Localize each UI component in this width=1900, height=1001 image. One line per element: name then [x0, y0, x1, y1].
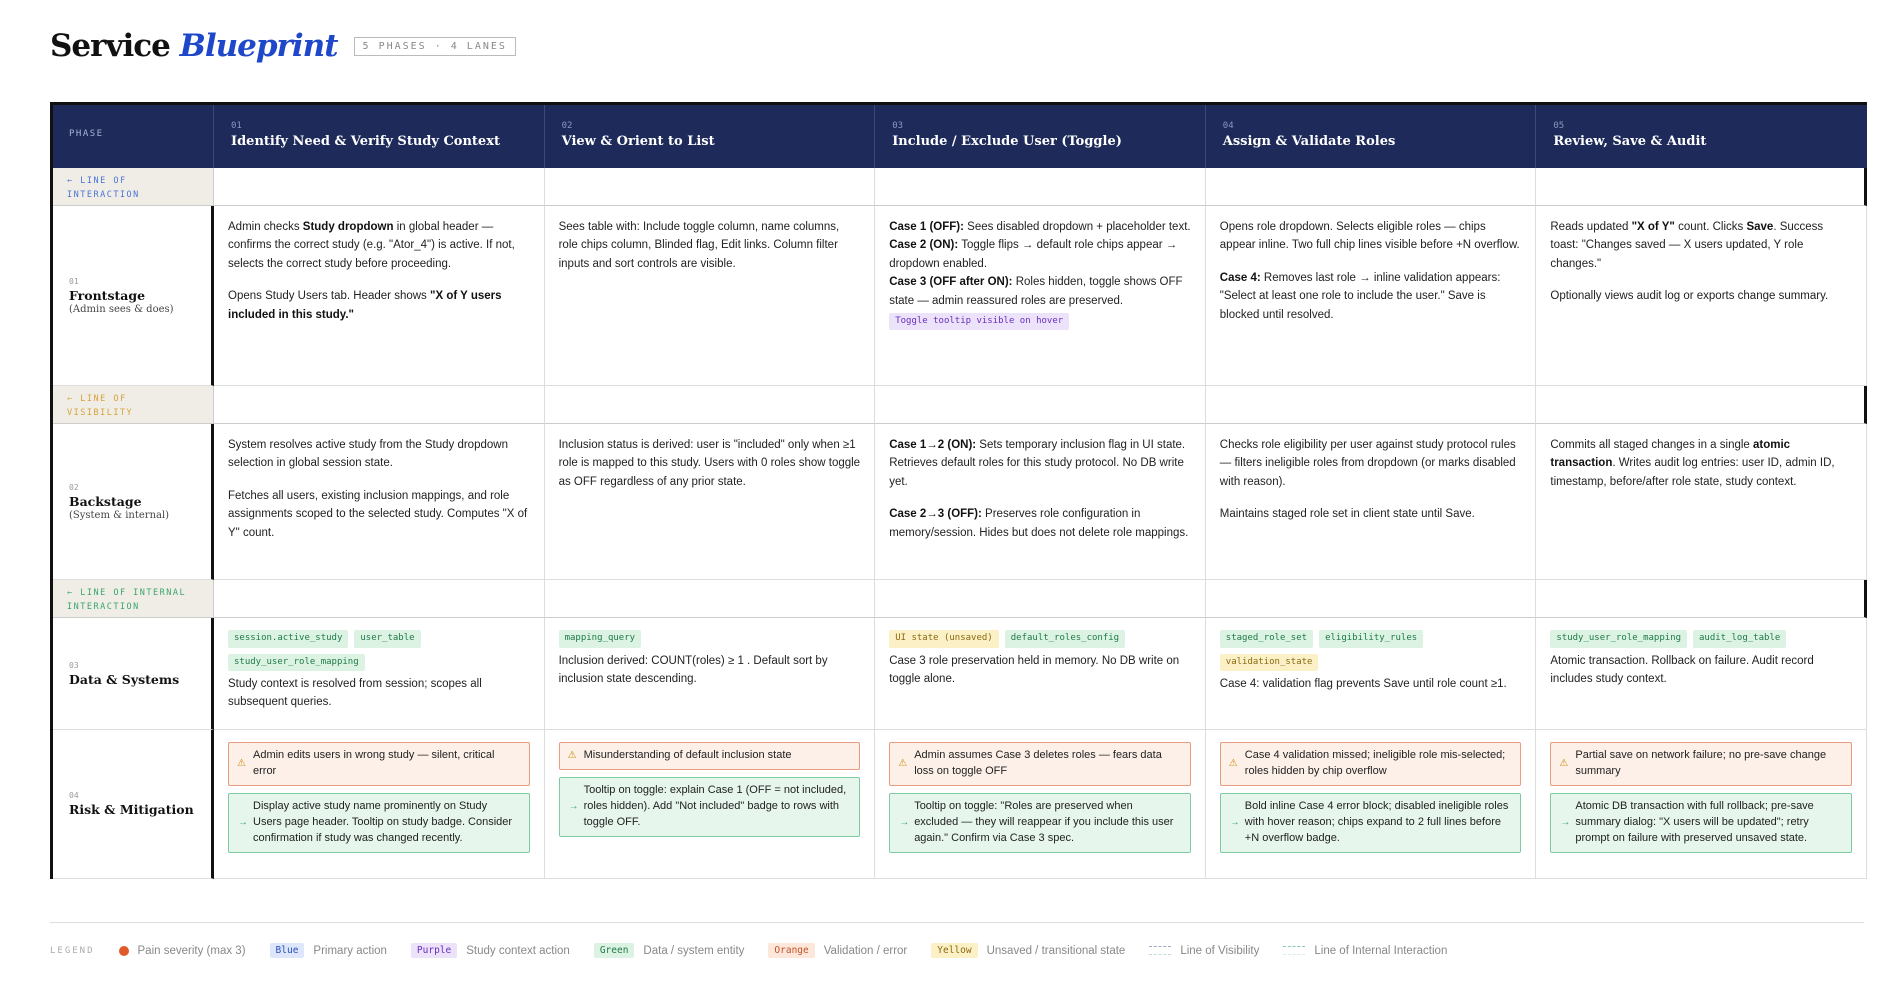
warning-icon: ⚠ — [1228, 757, 1238, 769]
risk-mitigation-row — [53, 730, 1867, 879]
tag-list — [889, 630, 1191, 648]
frontstage-row — [53, 206, 1867, 386]
line-cell — [545, 580, 876, 618]
phase-4 — [1206, 105, 1537, 168]
phase-title: View & Orient to List — [561, 134, 715, 149]
header — [50, 28, 516, 64]
phase-title: Identify Need & Verify Study Context — [231, 134, 500, 149]
phase-header-row — [53, 102, 1867, 168]
data-tag: user_table — [354, 630, 420, 648]
line-of-visibility-label: ← LINE OF VISIBILITY — [53, 386, 214, 424]
line-cell — [214, 580, 545, 618]
risk-box: ⚠ Admin assumes Case 3 deletes roles — fears data loss on toggle OFF — [889, 742, 1191, 786]
page-title: Service Blueprint — [50, 28, 338, 64]
warning-icon: ⚠ — [567, 749, 577, 761]
frontstage-cell-1: Admin checks Study dropdown in global header — confirms the correct study (e.g. "Ator_4") is active. If not, selects the correct study before proceeding. Opens Study Users tab. Header shows "X of Y users included in this study." — [214, 206, 545, 386]
line-cell — [1536, 386, 1867, 424]
lane-title: Risk & Mitigation — [69, 802, 194, 817]
phase-title: Assign & Validate Roles — [1222, 134, 1396, 149]
lane-label-data — [53, 618, 214, 730]
dashed-line-icon — [1149, 946, 1171, 955]
warning-icon: ⚠ — [237, 757, 246, 769]
data-tag: eligibility_rules — [1319, 630, 1423, 648]
lane-title: Backstage — [69, 493, 142, 509]
phase-title: Include / Exclude User (Toggle) — [892, 134, 1122, 149]
phase-5 — [1536, 105, 1867, 168]
risk-box: ⚠ Partial save on network failure; no pre-save change summary — [1550, 742, 1852, 786]
risk-box: ⚠ Case 4 validation missed; ineligible role mis-selected; roles hidden by chip overflow — [1220, 742, 1522, 786]
data-cell-1: session.active_study user_table study_user_role_mapping Study context is resolved from session; scopes all subsequent queries. — [214, 618, 545, 730]
arrow-right-icon: → — [1560, 816, 1571, 828]
phase-3 — [875, 105, 1206, 168]
line-of-interaction-row — [53, 168, 1867, 206]
risk-box: ⚠ Misunderstanding of default inclusion state — [559, 742, 861, 770]
mitigation-box: → Bold inline Case 4 error block; disabled ineligible roles with hover reason; chips expand to 2 full lines before +N overflow badge. — [1220, 793, 1522, 853]
line-cell — [1206, 580, 1537, 618]
phase-title: Review, Save & Audit — [1553, 134, 1707, 149]
data-tag: study_user_role_mapping — [228, 654, 365, 672]
arrow-right-icon: → — [238, 816, 248, 828]
legend-item-pain: Pain severity (max 3) — [119, 945, 246, 957]
lane-number: 01 — [69, 276, 79, 286]
tag-list — [559, 630, 861, 648]
line-of-interaction-label: ← LINE OF INTERACTION — [53, 168, 214, 206]
risk-cell-3 — [875, 730, 1206, 879]
tag-list — [1550, 630, 1852, 648]
line-of-internal-interaction-row — [53, 580, 1867, 618]
tooltip-tag: Toggle tooltip visible on hover — [889, 313, 1069, 331]
data-tag: staged_role_set — [1220, 630, 1313, 648]
data-tag: validation_state — [1220, 654, 1319, 672]
line-of-visibility-row — [53, 386, 1867, 424]
risk-cell-1 — [214, 730, 545, 879]
mitigation-box: → Atomic DB transaction with full rollback; pre-save summary dialog: "X users will be updated"; retry prompt on failure with preserved unsaved state. — [1550, 793, 1852, 853]
lane-title: Data & Systems — [69, 671, 180, 687]
lane-label-risk — [53, 730, 214, 879]
risk-cell-5 — [1536, 730, 1867, 879]
dashed-line-icon — [1283, 946, 1305, 955]
meta-badge: 5 PHASES · 4 LANES — [354, 37, 516, 56]
backstage-row — [53, 424, 1867, 580]
arrow-right-icon: → — [899, 816, 910, 828]
blueprint-board — [50, 102, 1864, 879]
data-cell-2: mapping_query Inclusion derived: COUNT(roles) ≥ 1 . Default sort by inclusion state descending. — [545, 618, 876, 730]
tag-list — [1220, 630, 1522, 671]
backstage-cell-5: Commits all staged changes in a single atomic transaction. Writes audit log entries: user ID, admin ID, timestamp, before/after role state, study context. — [1536, 424, 1867, 580]
phase-2 — [545, 105, 876, 168]
frontstage-cell-2: Sees table with: Include toggle column, name columns, role chips column, Blinded flag, Edit links. Column filter inputs and sort controls are visible. — [545, 206, 876, 386]
phase-header-label: PHASE — [53, 105, 214, 168]
data-cell-5: study_user_role_mapping audit_log_table Atomic transaction. Rollback on failure. Audit record includes study context. — [1536, 618, 1867, 730]
mitigation-box: → Display active study name prominently on Study Users page header. Tooltip on study badge. Consider confirmation if study was changed recently. — [228, 793, 530, 853]
warning-icon: ⚠ — [1559, 757, 1569, 769]
lane-subtitle: (Admin sees & does) — [69, 303, 174, 315]
phase-number: 03 — [892, 121, 904, 131]
data-tag: audit_log_table — [1693, 630, 1786, 648]
backstage-cell-1: System resolves active study from the Study dropdown selection in global session state. Fetches all users, existing inclusion mappings, and role assignments scoped to the selected study. Computes "X of Y" count. — [214, 424, 545, 580]
data-tag: session.active_study — [228, 630, 348, 648]
legend-item-visibility: Line of Visibility — [1149, 945, 1259, 957]
phase-number: 05 — [1553, 121, 1565, 131]
phase-number: 04 — [1222, 121, 1234, 131]
risk-cell-2 — [545, 730, 876, 879]
line-cell — [545, 168, 876, 206]
data-tag: UI state (unsaved) — [889, 630, 999, 648]
lane-subtitle: (System & internal) — [69, 509, 170, 521]
backstage-cell-3: Case 1→2 (ON): Sets temporary inclusion flag in UI state. Retrieves default roles for this study protocol. No DB write yet. Case 2→3 (OFF): Preserves role configuration in memory/session. Hides but does not delete role mappings. — [875, 424, 1206, 580]
legend — [50, 922, 1864, 958]
line-cell — [875, 386, 1206, 424]
tag-list — [228, 630, 530, 671]
legend-item-internal: Line of Internal Interaction — [1283, 945, 1447, 957]
line-cell — [214, 386, 545, 424]
legend-item-purple: Purple Study context action — [411, 943, 570, 958]
phase-number: 02 — [561, 121, 573, 131]
data-cell-4: staged_role_set eligibility_rules validation_state Case 4: validation flag prevents Save until role count ≥1. — [1206, 618, 1537, 730]
mitigation-box: → Tooltip on toggle: "Roles are preserved when excluded — they will reappear if you include this user again." Confirm via Case 3 spec. — [889, 793, 1191, 853]
lane-number: 03 — [69, 660, 79, 670]
lane-title: Frontstage — [69, 287, 146, 303]
frontstage-cell-5: Reads updated "X of Y" count. Clicks Save. Success toast: "Changes saved — X users updated, Y role changes." Optionally views audit log or exports change summary. — [1536, 206, 1867, 386]
legend-item-yellow: Yellow Unsaved / transitional state — [931, 943, 1125, 958]
line-cell — [1206, 168, 1537, 206]
legend-item-blue: Blue Primary action — [270, 943, 387, 958]
line-cell — [1536, 168, 1867, 206]
line-cell — [1206, 386, 1537, 424]
lane-label-backstage — [53, 424, 214, 580]
pain-dot-icon — [119, 946, 129, 956]
phase-number: 01 — [231, 121, 242, 131]
legend-label: LEGEND — [50, 945, 95, 956]
backstage-cell-4: Checks role eligibility per user against study protocol rules — filters ineligible roles from dropdown (or marks disabled with reason). Maintains staged role set in client state until Save. — [1206, 424, 1537, 580]
line-cell — [1536, 580, 1867, 618]
data-tag: mapping_query — [559, 630, 641, 648]
frontstage-cell-4: Opens role dropdown. Selects eligible roles — chips appear inline. Two full chip lines visible before +N overflow. Case 4: Removes last role → inline validation appears: "Select at least one role to include the user." Save is blocked until resolved. — [1206, 206, 1537, 386]
line-cell — [875, 168, 1206, 206]
lane-label-frontstage — [53, 206, 214, 386]
line-cell — [214, 168, 545, 206]
data-systems-row — [53, 618, 1867, 730]
arrow-right-icon: → — [568, 800, 579, 812]
backstage-cell-2: Inclusion status is derived: user is "included" only when ≥1 role is mapped to this study. Users with 0 roles show toggle as OFF regardless of any prior state. — [545, 424, 876, 580]
legend-item-green: Green Data / system entity — [594, 943, 745, 958]
line-cell — [875, 580, 1206, 618]
lane-number: 02 — [69, 482, 79, 492]
line-cell — [545, 386, 876, 424]
data-tag: study_user_role_mapping — [1550, 630, 1687, 648]
warning-icon: ⚠ — [898, 757, 908, 769]
data-cell-3: UI state (unsaved) default_roles_config Case 3 role preservation held in memory. No DB write on toggle alone. — [875, 618, 1206, 730]
phase-1 — [214, 105, 545, 168]
line-of-internal-interaction-label: ← LINE OF INTERNAL INTERACTION — [53, 580, 214, 618]
risk-cell-4 — [1206, 730, 1537, 879]
legend-item-orange: Orange Validation / error — [768, 943, 907, 958]
data-tag: default_roles_config — [1005, 630, 1125, 648]
risk-box: ⚠ Admin edits users in wrong study — silent, critical error — [228, 742, 530, 786]
arrow-right-icon: → — [1229, 816, 1240, 828]
lane-number: 04 — [69, 791, 79, 800]
mitigation-box: → Tooltip on toggle: explain Case 1 (OFF = not included, roles hidden). Add "Not included" badge to rows with toggle OFF. — [559, 777, 861, 837]
frontstage-cell-3: Case 1 (OFF): Sees disabled dropdown + placeholder text. Case 2 (ON): Toggle flips → default role chips appear → dropdown enabled. Case 3 (OFF after ON): Roles hidden, toggle shows OFF state — admin reassured roles are preserved. Toggle tooltip visible on hover — [875, 206, 1206, 386]
